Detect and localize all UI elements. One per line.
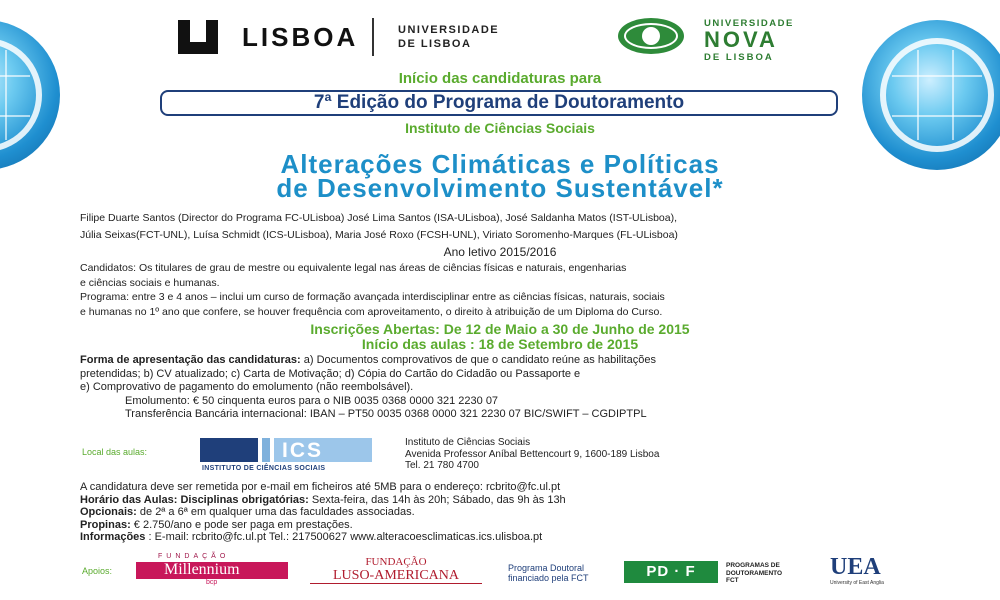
form-line1: [80, 354, 940, 368]
optional-label: Opcionais:: [80, 506, 137, 518]
uea-logo: [828, 554, 928, 588]
edition-box: [160, 90, 838, 116]
transfer-line: Transferência Bancária internacional: IBAN – PT50 0035 0368 0000 321 2230 07 BIC/SWIFT – CGDIPTPL: [125, 408, 647, 420]
fees-label: Propinas:: [80, 518, 131, 531]
people-block: [80, 211, 940, 242]
location-label: Local das aulas:: [82, 447, 148, 457]
location-street: Avenida Professor Aníbal Bettencourt 9, 1600-189 Lisboa: [405, 448, 660, 460]
millennium-logo: [136, 553, 288, 587]
academic-year: Ano letivo 2015/2016: [443, 245, 557, 259]
optional-rest: de 2ª a 6ª em qualquer uma das faculdades associadas.: [136, 506, 415, 518]
contact-rest: : E-mail: rcbrito@fc.ul.pt Tel.: 217500627 www.alteracoesclimaticas.ics.ulisboa.pt: [145, 531, 543, 543]
candidates-line1: Candidatos: Os titulares de grau de mestre ou equivalente legal nas áreas de ciências físicas e naturais, engenharias: [80, 262, 627, 274]
flad-text: LUSO-AMERICANA: [310, 568, 482, 584]
location-phone: Tel. 21 780 4700: [405, 460, 479, 471]
millennium-top: FUNDAÇÃO: [158, 553, 230, 560]
fees-line: [80, 519, 940, 532]
program-line2: e humanas no 1º ano que confere, se houver frequência com aproveitamento, o direito à atribuição de um Diploma do Curso.: [80, 305, 663, 318]
info-line1: A candidatura deve ser remetida por e-mail em ficheiros até 5MB para o endereço: rcbrito@fc.ul.pt: [80, 481, 561, 493]
location-name: Instituto de Ciências Sociais: [405, 437, 531, 448]
hours-line: [80, 494, 940, 507]
candidates-line2: e ciências sociais e humanas.: [80, 276, 220, 289]
contact-line: [80, 531, 940, 544]
support-label: Apoios:: [82, 566, 113, 576]
edition-text: 7ª Edição do Programa de Doutoramento: [313, 92, 685, 113]
pdf-caption: [726, 562, 782, 585]
pdf-logo-text: PD · F: [646, 563, 696, 580]
fees-rest: € 2.750/ano e pode ser paga em prestações.: [130, 518, 353, 531]
main-title-line2: de Desenvolvimento Sustentável*: [276, 173, 724, 203]
nova-top: UNIVERSIDADE: [704, 18, 794, 29]
pdf-text1: PROGRAMAS DE: [726, 562, 780, 569]
pdf-text2: DOUTORAMENTO: [726, 569, 783, 577]
institute-text: Instituto de Ciências Sociais: [405, 120, 595, 136]
ulisboa-sub1: UNIVERSIDADE: [398, 24, 500, 36]
fct-line2: financiado pela FCT: [508, 573, 589, 583]
application-form-block: [80, 354, 940, 422]
globe-left-icon: [0, 20, 60, 170]
hours-rest: Sexta-feira, das 14h às 20h; Sábado, das 9h às 13h: [308, 493, 566, 506]
uea-text: UEA: [830, 554, 881, 580]
ics-caption: INSTITUTO DE CIÊNCIAS SOCIAIS: [202, 465, 326, 472]
ulisboa-divider: [372, 18, 374, 56]
ulisboa-sub2: DE LISBOA: [398, 38, 472, 50]
form-line3: e) Comprovativo de pagamento do emolumento (não reembolsável).: [80, 381, 414, 393]
info-block: [80, 481, 940, 544]
people-line2: Júlia Seixas(FCT-UNL), Luísa Schmidt (ICS-ULisboa), Maria José Roxo (FCSH-UNL), Viriato Soromenho-Marques (FL-ULisboa): [80, 228, 678, 241]
flad-top: FUNDAÇÃO: [365, 556, 427, 568]
ulisboa-word: LISBOA: [242, 22, 359, 52]
main-title-line1: Alterações Climáticas e Políticas: [280, 149, 720, 179]
nova-bottom: DE LISBOA: [704, 52, 774, 63]
classes-start: Início das aulas : 18 de Setembro de 2015: [361, 336, 639, 352]
flad-logo: [310, 556, 482, 586]
people-line1: Filipe Duarte Santos (Director do Programa FC-ULisboa) José Lima Santos (ISA-ULisboa), José Saldanha Matos (IST-ULisboa),: [80, 212, 677, 224]
intro-text: Início das candidaturas para: [398, 70, 602, 87]
nova-emblem-icon: [618, 18, 684, 54]
nova-logo: [618, 16, 828, 63]
candidates-block: [80, 261, 940, 319]
pdf-logo: [624, 561, 718, 583]
fct-program: [508, 563, 589, 583]
pdf-text3: FCT: [726, 577, 739, 584]
form-line2: pretendidas; b) CV atualizado; c) Carta de Motivação; d) Cópia do Cartão do Cidadão ou Passaporte e: [80, 367, 581, 380]
program-line1: Programa: entre 3 e 4 anos – inclui um curso de formação avançada interdisciplinar entre as ciências físicas, naturais, sociais: [80, 291, 665, 303]
ulisboa-logo: [178, 18, 513, 58]
fee-line: Emolumento: € 50 cinquenta euros para o NIB 0035 0368 0000 321 2230 07: [125, 394, 499, 407]
optional-line: [80, 506, 940, 519]
registration-dates: Inscrições Abertas: De 12 de Maio a 30 de Junho de 2015: [310, 321, 690, 337]
ulisboa-u-icon: [178, 20, 218, 54]
ics-logo: [200, 438, 372, 476]
millennium-sub: bcp: [206, 579, 218, 586]
hours-label: Horário das Aulas: Disciplinas obrigatórias:: [80, 493, 309, 506]
location-address: [405, 437, 659, 472]
form-line1-rest: a) Documentos comprovativos de que o candidato reúne as habilitações: [300, 354, 656, 366]
millennium-text: Millennium: [164, 561, 240, 578]
globe-right-icon: [862, 20, 1000, 170]
ics-logo-text: ICS: [282, 439, 324, 462]
nova-mid: NOVA: [704, 27, 778, 52]
form-label: Forma de apresentação das candidaturas:: [80, 354, 301, 366]
fct-line1: Programa Doutoral: [508, 563, 585, 573]
contact-label: Informações: [80, 531, 146, 543]
uea-sub: University of East Anglia: [830, 580, 884, 586]
